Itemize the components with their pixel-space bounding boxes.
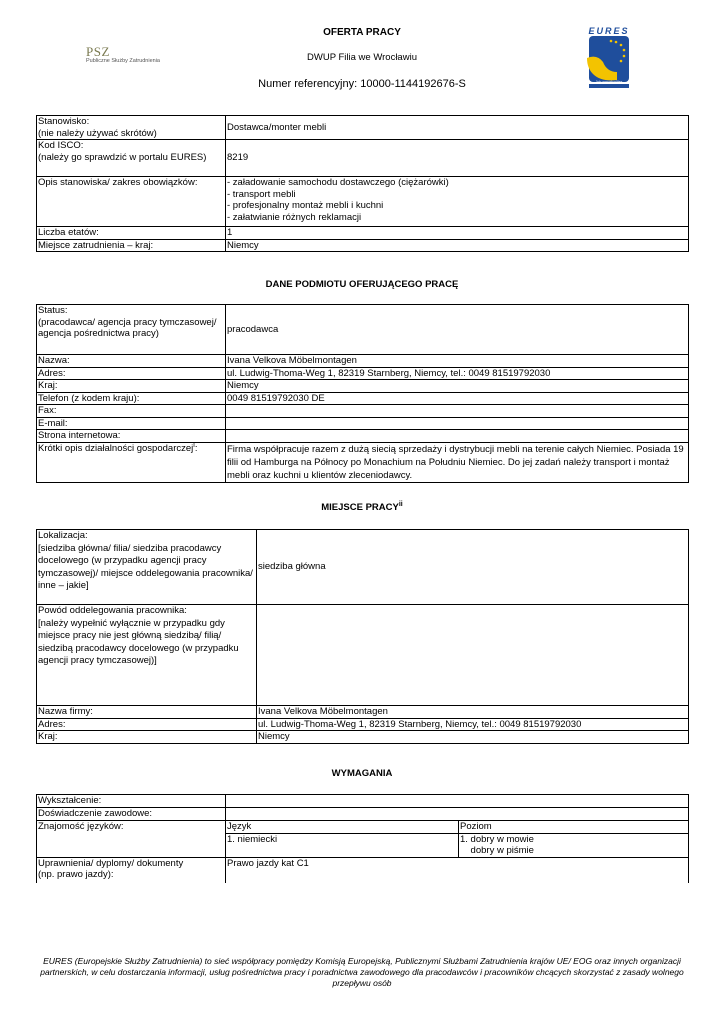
table-row [37, 116, 689, 140]
employment-country-label: Miejsce zatrudnienia – kraj: [37, 239, 226, 252]
business-description-label-colon: : [194, 442, 198, 454]
employer-status-value: pracodawca [226, 305, 689, 355]
eures-logo [583, 28, 635, 92]
employer-phone-value: 0049 81519792030 DE [226, 392, 689, 405]
table-row [37, 706, 689, 719]
location-value: siedziba główna [257, 530, 689, 605]
experience-label: Doświadczenie zawodowe: [37, 808, 226, 821]
footer-note: EURES (Europejskie Służby Zatrudnienia) to sieć współpracy pomiędzy Komisją Europejską, Publicznymi Służbami Zatrudnienia krajów UE/ EOG oraz innych organizacji partnerskich, w celu dostarczania informacji, usług pośrednictwa pracy i poradnictwa zawodowego dla pracodawców i pracowników chcących skorzystać z zasady wolnego przepływu osób [40, 956, 684, 988]
table-row [37, 367, 689, 380]
secondment-reason-label: Powód oddelegowania pracownika: [należy wypełnić wyłącznie w przypadku gdy miejsce pracy nie jest główną siedzibą/ filią/ siedzibą pracodawcy docelowego (w przypadku agencji pracy tymczasowej)] [37, 605, 257, 706]
footnote-marker: i [193, 442, 195, 449]
table-row [37, 239, 689, 252]
languages-label: Znajomość języków: [37, 821, 226, 858]
table-row [37, 821, 689, 834]
eures-logo-text: EURES [588, 26, 630, 36]
company-address-value: ul. Ludwig-Thoma-Weg 1, 82319 Starnberg, Niemcy, tel.: 0049 81519792030 [257, 718, 689, 731]
table-row [37, 857, 689, 883]
employer-name-value: Ivana Velkova Möbelmontagen [226, 355, 689, 368]
company-country-label: Kraj: [37, 731, 257, 744]
positions-count-value: 1 [226, 227, 689, 240]
position-table [36, 115, 689, 252]
footnote-marker: ii [398, 500, 403, 508]
office-name: DWUP Filia we Wrocławiu [307, 52, 417, 63]
table-row [37, 417, 689, 430]
location-label: Lokalizacja: [siedziba główna/ filia/ siedziba pracodawcy docelowego (w przypadku agencji pracy tymczasowej)/ miejsce oddelegowania pracownika/ inne – jakie] [37, 530, 257, 605]
table-row [37, 731, 689, 744]
experience-value [226, 808, 689, 821]
company-country-value: Niemcy [257, 731, 689, 744]
language-value: 1. niemiecki [226, 833, 459, 857]
psz-logo-full: Publiczne Służby Zatrudnienia [86, 58, 160, 64]
employer-country-value: Niemcy [226, 380, 689, 393]
company-name-label: Nazwa firmy: [37, 706, 257, 719]
employer-country-label: Kraj: [37, 380, 226, 393]
table-row [37, 795, 689, 808]
positions-count-label: Liczba etatów: [37, 227, 226, 240]
secondment-reason-value [257, 605, 689, 706]
licenses-label: Uprawnienia/ dyplomy/ dokumenty (np. prawo jazdy): [37, 857, 226, 883]
company-name-value: Ivana Velkova Möbelmontagen [257, 706, 689, 719]
employer-heading: DANE PODMIOTU OFERUJĄCEGO PRACĘ [265, 279, 459, 290]
employer-website-value [226, 430, 689, 443]
eures-logo-tagline: Job opportunities [595, 80, 623, 84]
employer-email-value [226, 417, 689, 430]
employer-fax-label: Fax: [37, 405, 226, 418]
employer-status-label: Status: (pracodawca/ agencja pracy tymczasowej/ agencja pośrednictwa pracy) [37, 305, 226, 355]
education-label: Wykształcenie: [37, 795, 226, 808]
table-row [37, 718, 689, 731]
employer-address-label: Adres: [37, 367, 226, 380]
employer-phone-label: Telefon (z kodem kraju): [37, 392, 226, 405]
requirements-table [36, 794, 689, 883]
position-title-value: Dostawca/monter mebli [226, 116, 689, 140]
job-description-value: - załadowanie samochodu dostawczego (ciężarówki) - transport mebli - profesjonalny montaż mebli i kuchni - załatwianie różnych reklamacji [226, 177, 689, 227]
table-row [37, 177, 689, 227]
table-row [37, 392, 689, 405]
reference-number: Numer referencyjny: 10000-1144192676-S [258, 78, 466, 90]
isco-code-value: 8219 [226, 140, 689, 177]
employer-address-value: ul. Ludwig-Thoma-Weg 1, 82319 Starnberg, Niemcy, tel.: 0049 81519792030 [226, 367, 689, 380]
psz-logo [86, 46, 196, 72]
employer-email-label: E-mail: [37, 417, 226, 430]
table-row [37, 355, 689, 368]
table-row [37, 405, 689, 418]
table-row [37, 530, 689, 605]
requirements-heading: WYMAGANIA [331, 768, 393, 779]
employer-table [36, 304, 689, 483]
table-row [37, 227, 689, 240]
table-row [37, 605, 689, 706]
business-description-value: Firma współpracuje razem z dużą siecią sprzedaży i dystrybucji mebli na terenie całych Niemiec. Posiada 19 filii od Hamburga na Północy po Monachium na Południu Niemiec. Do jej zadań należy transport i montaż mebli oraz kuchni u klientów zleceniodawcy. [226, 442, 689, 482]
page-title: OFERTA PRACY [323, 27, 401, 38]
psz-logo-abbr: PSZ [86, 44, 110, 59]
language-level-value: 1. dobry w mowie dobry w piśmie [459, 833, 689, 857]
level-column-header: Poziom [459, 821, 689, 834]
table-row [37, 442, 689, 482]
education-value [226, 795, 689, 808]
employer-website-label: Strona internetowa: [37, 430, 226, 443]
company-address-label: Adres: [37, 718, 257, 731]
licenses-value: Prawo jazdy kat C1 [226, 857, 689, 883]
table-row [37, 305, 689, 355]
table-row [37, 380, 689, 393]
employer-fax-value [226, 405, 689, 418]
employer-name-label: Nazwa: [37, 355, 226, 368]
employment-country-value: Niemcy [226, 239, 689, 252]
position-title-label: Stanowisko: (nie należy używać skrótów) [37, 116, 226, 140]
business-description-label-text: Krótki opis działalności gospodarczej [38, 442, 194, 454]
table-row [37, 808, 689, 821]
workplace-heading-text: MIEJSCE PRACY [321, 502, 399, 513]
isco-code-label: Kod ISCO: (należy go sprawdzić w portalu EURES) [37, 140, 226, 177]
business-description-label [37, 442, 226, 482]
job-description-label: Opis stanowiska/ zakres obowiązków: [37, 177, 226, 227]
workplace-table [36, 529, 689, 744]
table-row [37, 430, 689, 443]
language-column-header: Język [226, 821, 459, 834]
workplace-heading [0, 502, 724, 513]
table-row [37, 140, 689, 177]
